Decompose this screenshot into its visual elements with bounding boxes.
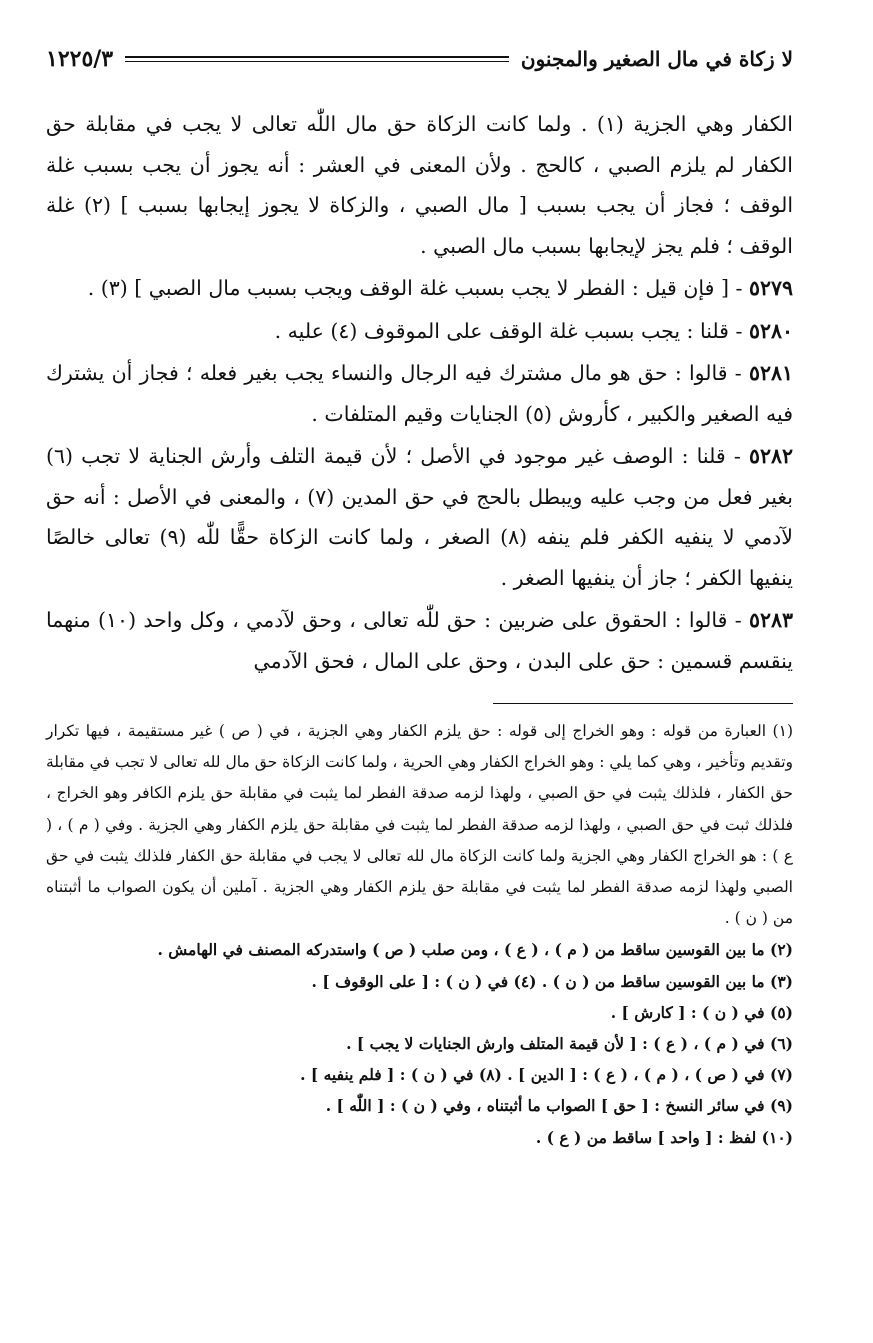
running-title: لا زكاة في مال الصغير والمجنون (520, 47, 793, 71)
paragraph-text: الكفار وهي الجزية (١) . ولما كانت الزكاة حق مال اللّٰه تعالى لا يجب في مقابلة حق الكفار لم يلزم الصبي ، كالحج . ولأن المعنى في العشر : أنه يجوز أن يجب بسبب غلة الوقف ؛ فجاز أن يجب بسبب [ مال الصبي ، والزكاة لا يجوز إيجابها بسبب ] (٢) غلة الوقف ؛ فلم يجز لإيجابها بسبب مال الصبي . (46, 112, 794, 258)
footnote: (١) العبارة من قوله : وهو الخراج إلى قوله : حق يلزم الكفار وهي الجزية ، في ( ص ) غير مستقيمة ، فيها تكرار وتقديم وتأخير ، وهي كما يلي : وهو الخراج الكفار وهي الحرية ، ولما كانت الزكاة حق مال لله تعالى لا تجب في مقابلة حق الكفار ، فلذلك يثبت في حق الصبي ، ولهذا لزمه صدقة الفطر لما يثبت في مقابلة حق يلزم الكافر وهو الخراج ، فلذلك ثبت في حق الصبي ، ولهذا لزمه صدقة الفطر لما يثبت في مقابلة حق يلزم الكفار وهي الجزية . وفي ( م ) ، ( ع ) : هو الخراج الكفار وهي الجزية ولما كانت الزكاة مال لله تعالى لا يجب في مقابلة حق الكفار فلذلك يثبت في حق الصبي ولهذا لزمه صدقة الفطر لما يثبت في مقابلة حق يلزم الكفار وهي الجزية . آملين أن يكون الصواب ما أثبتناه من ( ن ) . (46, 722, 793, 928)
paragraph (46, 104, 793, 266)
paragraph-number: ٥٢٧٩ (748, 276, 793, 300)
paragraph-text: - قالوا : حق هو مال مشترك فيه الرجال والنساء يجب بغير فعله ؛ فجاز أن يشترك فيه الصغير والكبير ، كأروش (٥) الجنايات وقيم المتلفات . (46, 361, 793, 426)
footnote: (٢) ما بين القوسين ساقط من ( م ) ، ( ع ) ، ومن صلب ( ص ) واستدركه المصنف في الهامش . (157, 940, 793, 960)
paragraph (46, 436, 793, 598)
footnote: (٩) في سائر النسخ : [ حق ] الصواب ما أثبتناه ، وفي ( ن ) : [ اللّٰه ] . (325, 1096, 793, 1116)
footnotes (46, 716, 793, 1153)
footnote-separator (493, 703, 793, 704)
paragraph-number: ٥٢٨٢ (748, 444, 793, 468)
footnote: (٥) في ( ن ) : [ كارش ] . (610, 1002, 793, 1022)
footnote: (٣) ما بين القوسين ساقط من ( ن ) . (٤) في ( ن ) : [ على الوقوف ] . (311, 971, 793, 991)
paragraph-number: ٥٢٨١ (748, 361, 793, 385)
paragraph (46, 311, 793, 352)
paragraph (46, 600, 793, 681)
main-text (46, 104, 793, 681)
footnote: (١٠) لفظ : [ واحد ] ساقط من ( ع ) . (535, 1127, 793, 1147)
paragraph-number: ٥٢٨٣ (748, 608, 793, 632)
footnote: (٦) في ( م ) ، ( ع ) : [ لأن قيمة المتلف وارش الجنايات لا يجب ] . (346, 1034, 793, 1054)
paragraph (46, 353, 793, 434)
paragraph-text: - قلنا : يجب بسبب غلة الوقف على الموقوف (٤) عليه . (274, 318, 749, 343)
paragraph-number: ٥٢٨٠ (748, 318, 793, 343)
header-rule (125, 56, 509, 62)
paragraph (46, 268, 793, 309)
page-number: ١٢٢٥/٣ (46, 46, 114, 72)
paragraph-text: - قلنا : الوصف غير موجود في الأصل ؛ لأن قيمة التلف وأرش الجناية لا تجب (٦) بغير فعل من وجب عليه ويبطل بالحج في حق المدين (٧) ، والمعنى في الأصل : أنه حق لآدمي لا ينفيه الكفر فلم ينفه (٨) الصغر ، ولما كانت الزكاة حقًّا للّٰه (٩) تعالى خالصًا ينفيها الكفر ؛ جاز أن ينفيها الصغر . (46, 444, 793, 590)
paragraph-text: - [ فإن قيل : الفطر لا يجب بسبب غلة الوقف ويجب بسبب مال الصبي ] (٣) . (87, 276, 749, 300)
paragraph-text: - قالوا : الحقوق على ضربين : حق للّٰه تعالى ، وحق لآدمي ، وكل واحد (١٠) منهما ينقسم قسمين : حق على البدن ، وحق على المال ، فحق الآدمي (46, 608, 793, 673)
page-header (46, 42, 793, 76)
footnote: (٧) في ( ص ) ، ( م ) ، ( ع ) : [ الدين ] . (٨) في ( ن ) : [ فلم ينفيه ] . (300, 1065, 793, 1085)
